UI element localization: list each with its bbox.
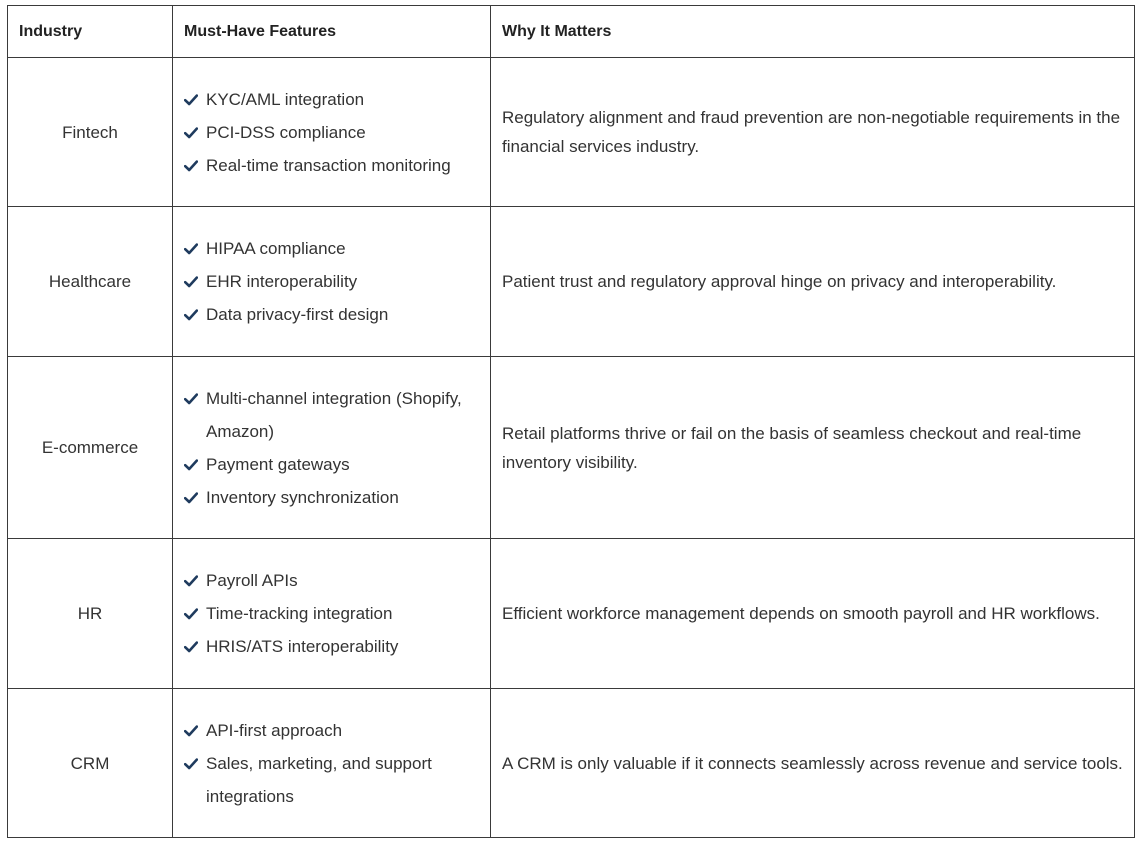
check-icon bbox=[184, 492, 198, 504]
check-icon bbox=[184, 127, 198, 139]
industry-cell: Fintech bbox=[8, 58, 173, 207]
industry-cell: E-commerce bbox=[8, 357, 173, 539]
feature-list bbox=[184, 83, 479, 182]
features-cell bbox=[173, 539, 491, 689]
feature-text: Data privacy-first design bbox=[206, 305, 389, 324]
feature-item bbox=[184, 747, 479, 813]
feature-item bbox=[184, 83, 479, 116]
why-cell: A CRM is only valuable if it connects seamlessly across revenue and service tools. bbox=[491, 689, 1135, 838]
industry-features-table bbox=[7, 5, 1135, 838]
feature-text: Time-tracking integration bbox=[206, 604, 393, 623]
feature-item bbox=[184, 481, 479, 514]
feature-text: HRIS/ATS interoperability bbox=[206, 637, 399, 656]
industry-cell: Healthcare bbox=[8, 207, 173, 357]
table-row bbox=[8, 539, 1135, 689]
header-why: Why It Matters bbox=[491, 6, 1135, 58]
features-cell bbox=[173, 357, 491, 539]
feature-list bbox=[184, 564, 479, 663]
header-features: Must-Have Features bbox=[173, 6, 491, 58]
check-icon bbox=[184, 243, 198, 255]
feature-item bbox=[184, 265, 479, 298]
why-cell: Patient trust and regulatory approval hinge on privacy and interoperability. bbox=[491, 207, 1135, 357]
features-cell bbox=[173, 689, 491, 838]
feature-item bbox=[184, 630, 479, 663]
check-icon bbox=[184, 309, 198, 321]
feature-text: EHR interoperability bbox=[206, 272, 358, 291]
feature-item bbox=[184, 116, 479, 149]
check-icon bbox=[184, 94, 198, 106]
feature-text: API-first approach bbox=[206, 720, 343, 740]
header-industry: Industry bbox=[8, 6, 173, 58]
feature-text: PCI-DSS compliance bbox=[206, 122, 366, 142]
check-icon bbox=[184, 725, 198, 737]
feature-list bbox=[184, 714, 479, 813]
check-icon bbox=[184, 160, 198, 172]
feature-item bbox=[184, 149, 479, 182]
feature-item bbox=[184, 448, 479, 481]
check-icon bbox=[184, 608, 198, 620]
feature-text: Multi-channel integration (Shopify, Amazon) bbox=[206, 388, 462, 441]
table-row bbox=[8, 207, 1135, 357]
feature-item bbox=[184, 298, 479, 331]
check-icon bbox=[184, 641, 198, 653]
feature-item bbox=[184, 382, 479, 448]
features-cell bbox=[173, 58, 491, 207]
table-row bbox=[8, 357, 1135, 539]
industry-cell: CRM bbox=[8, 689, 173, 838]
feature-text: Payment gateways bbox=[206, 454, 350, 474]
why-cell: Retail platforms thrive or fail on the basis of seamless checkout and real-time inventory visibility. bbox=[491, 357, 1135, 539]
why-cell: Efficient workforce management depends on smooth payroll and HR workflows. bbox=[491, 539, 1135, 689]
feature-text: Payroll APIs bbox=[206, 571, 298, 590]
feature-text: HIPAA compliance bbox=[206, 239, 346, 258]
feature-text: KYC/AML integration bbox=[206, 89, 365, 109]
feature-text: Real-time transaction monitoring bbox=[206, 155, 451, 175]
feature-text: Inventory synchronization bbox=[206, 487, 399, 507]
feature-item bbox=[184, 597, 479, 630]
feature-item bbox=[184, 232, 479, 265]
feature-item bbox=[184, 714, 479, 747]
table-row bbox=[8, 58, 1135, 207]
check-icon bbox=[184, 393, 198, 405]
check-icon bbox=[184, 575, 198, 587]
check-icon bbox=[184, 459, 198, 471]
feature-text: Sales, marketing, and support integrations bbox=[206, 753, 432, 806]
table-header-row bbox=[8, 6, 1135, 58]
table-row bbox=[8, 689, 1135, 838]
check-icon bbox=[184, 758, 198, 770]
feature-list bbox=[184, 382, 479, 514]
features-cell bbox=[173, 207, 491, 357]
industry-cell: HR bbox=[8, 539, 173, 689]
feature-list bbox=[184, 232, 479, 331]
why-cell: Regulatory alignment and fraud prevention are non-negotiable requirements in the financial services industry. bbox=[491, 58, 1135, 207]
check-icon bbox=[184, 276, 198, 288]
feature-item bbox=[184, 564, 479, 597]
